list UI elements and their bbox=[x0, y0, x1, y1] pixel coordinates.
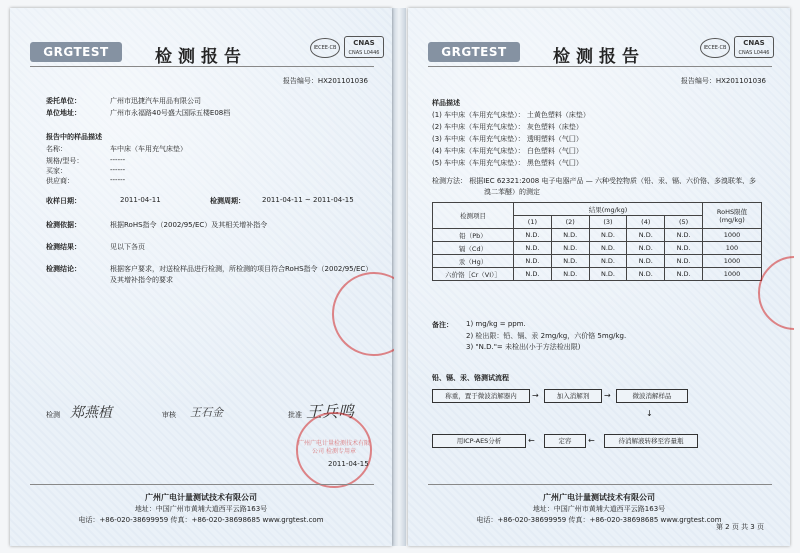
sample-info-heading: 报告中的样品描述 bbox=[46, 133, 102, 141]
flow-step-icp: 用ICP-AES分析 bbox=[432, 434, 526, 448]
approver-label: 批准 bbox=[288, 411, 302, 419]
cell-value: N.D. bbox=[551, 255, 589, 268]
seal-text: 广州广电计量检测技术有限公司 检测专用章 bbox=[298, 440, 371, 455]
sample-col-header: (5) bbox=[665, 216, 703, 229]
tester-label: 检测 bbox=[46, 411, 60, 419]
note-line: 3) "N.D."= 未检出(小于方法检出限) bbox=[466, 343, 581, 351]
receive-date-value: 2011-04-11 bbox=[120, 196, 161, 204]
report-page-1 bbox=[10, 8, 392, 546]
flow-step-transfer: 待消解液转移至容量瓶 bbox=[604, 434, 698, 448]
cell-value: N.D. bbox=[665, 268, 703, 281]
flow-step-digest: 微波消解样品 bbox=[616, 389, 688, 403]
table-header-row bbox=[433, 203, 762, 216]
report-number: 报告编号：HX201101036 bbox=[680, 77, 766, 85]
row-item: 铅（Pb） bbox=[433, 229, 514, 242]
results-table bbox=[432, 202, 762, 281]
cell-value: N.D. bbox=[551, 268, 589, 281]
table-row bbox=[433, 255, 762, 268]
footer-divider bbox=[30, 484, 374, 485]
official-stamp-partial bbox=[758, 256, 800, 330]
test-method-line-1: 检测方法： 根据IEC 62321:2008 电子电器产品 — 六种受控物质（铅、汞、镉、六价铬、多溴联苯、多 bbox=[432, 177, 756, 185]
result-header: 结果(mg/kg) bbox=[514, 203, 703, 216]
flow-step-reagent: 加入消解剂 bbox=[544, 389, 602, 403]
header-divider bbox=[428, 66, 772, 67]
sample-line: (1) 车中床（车用充气床垫）： 土黄色塑料（床垫） bbox=[432, 111, 590, 119]
binding-spine bbox=[392, 8, 406, 546]
buyer-label: 买家： bbox=[46, 167, 67, 175]
sample-col-header: (1) bbox=[514, 216, 552, 229]
table-row bbox=[433, 229, 762, 242]
footer-contact: 电话：+86-020-38699959 传真：+86-020-38698685 www.grgtest.com bbox=[476, 516, 722, 524]
sample-col-header: (3) bbox=[589, 216, 627, 229]
footer-address: 地址：中国广州市黄埔大道西平云路163号 bbox=[532, 505, 666, 513]
sample-line: (4) 车中床（车用充气床垫）： 白色塑料（气囗） bbox=[432, 147, 583, 155]
arrow-left-icon: ← bbox=[528, 436, 535, 445]
sample-line: (5) 车中床（车用充气床垫）： 黑色塑料（气囗） bbox=[432, 159, 583, 167]
grgtest-logo: GRGTEST bbox=[428, 42, 520, 62]
cell-value: N.D. bbox=[589, 242, 627, 255]
result-value: 见以下各页 bbox=[110, 243, 145, 251]
basis-label: 检测依据： bbox=[46, 221, 81, 229]
row-limit: 1000 bbox=[703, 268, 762, 281]
name-value: 车中床（车用充气床垫） bbox=[110, 145, 187, 153]
cell-value: N.D. bbox=[589, 229, 627, 242]
page-title: 检测报告 bbox=[155, 47, 247, 67]
footer-divider bbox=[428, 484, 772, 485]
table-row bbox=[433, 268, 762, 281]
cell-value: N.D. bbox=[627, 242, 665, 255]
report-page-2 bbox=[408, 8, 790, 546]
cell-value: N.D. bbox=[551, 242, 589, 255]
flow-step-volume: 定容 bbox=[544, 434, 586, 448]
cell-value: N.D. bbox=[514, 229, 552, 242]
row-limit: 100 bbox=[703, 242, 762, 255]
cell-value: N.D. bbox=[551, 229, 589, 242]
arrow-right-icon: → bbox=[604, 391, 611, 400]
name-label: 名称： bbox=[46, 145, 67, 153]
reviewer-label: 审核 bbox=[162, 411, 176, 419]
flow-title: 铅、镉、汞、铬测试流程 bbox=[432, 374, 509, 382]
sample-col-header: (4) bbox=[627, 216, 665, 229]
limit-header: RoHS限值 (mg/kg) bbox=[703, 203, 762, 229]
cnas-mark-icon: CNAS CNAS L0446 bbox=[734, 36, 774, 58]
samples-heading: 样品描述 bbox=[432, 99, 460, 107]
test-period-label: 检测周期： bbox=[210, 197, 245, 205]
issue-date: 2011-04-15 bbox=[328, 460, 369, 468]
note-line: 1) mg/kg = ppm. bbox=[466, 320, 526, 328]
cell-value: N.D. bbox=[665, 229, 703, 242]
model-label: 规格/型号： bbox=[46, 157, 84, 165]
cell-value: N.D. bbox=[514, 242, 552, 255]
footer-company: 广州广电计量测试技术有限公司 bbox=[145, 493, 257, 502]
item-header: 检测项目 bbox=[433, 203, 514, 229]
sample-line: (2) 车中床（车用充气床垫）： 灰色塑料（床垫） bbox=[432, 123, 583, 131]
address-value: 广州市永福路40号盛大国际五楼E08档 bbox=[110, 109, 231, 117]
approver-signature: 王兵鸣 bbox=[306, 402, 355, 421]
page-title: 检测报告 bbox=[553, 47, 645, 67]
cell-value: N.D. bbox=[665, 242, 703, 255]
address-label: 单位地址： bbox=[46, 109, 81, 117]
note-line: 2) 检出限：铅、镉、汞 2mg/kg，六价铬 5mg/kg. bbox=[466, 332, 627, 340]
cell-value: N.D. bbox=[514, 268, 552, 281]
row-item: 六价铬［Cr（VI）］ bbox=[433, 268, 514, 281]
sample-line: (3) 车中床（车用充气床垫）： 透明塑料（气囗） bbox=[432, 135, 583, 143]
model-value: ------ bbox=[110, 156, 126, 164]
row-item: 镉（Cd） bbox=[433, 242, 514, 255]
arrow-right-icon: → bbox=[532, 391, 539, 400]
cell-value: N.D. bbox=[627, 255, 665, 268]
sample-col-header: (2) bbox=[551, 216, 589, 229]
conclusion-line-1: 根据客户要求，对送检样品进行检测，所检测的项目符合RoHS指令（2002/95/EC） bbox=[110, 265, 373, 273]
cell-value: N.D. bbox=[665, 255, 703, 268]
footer-contact: 电话：+86-020-38699959 传真：+86-020-38698685 www.grgtest.com bbox=[78, 516, 324, 524]
tester-signature: 郑燕植 bbox=[70, 405, 112, 421]
row-limit: 1000 bbox=[703, 255, 762, 268]
iecee-mark-icon: IECEE·CB bbox=[310, 38, 340, 58]
reviewer-signature: 王石金 bbox=[190, 406, 223, 419]
conclusion-label: 检测结论： bbox=[46, 265, 81, 273]
client-label: 委托单位： bbox=[46, 97, 81, 105]
test-period-value: 2011-04-11 ~ 2011-04-15 bbox=[262, 196, 354, 204]
cell-value: N.D. bbox=[589, 268, 627, 281]
report-number: 报告编号：HX201101036 bbox=[282, 77, 368, 85]
receive-date-label: 收样日期： bbox=[46, 197, 81, 205]
cell-value: N.D. bbox=[627, 229, 665, 242]
test-method-line-2: 溴二苯醚）的测定 bbox=[484, 188, 540, 196]
company-seal bbox=[296, 412, 372, 488]
row-limit: 1000 bbox=[703, 229, 762, 242]
page-number: 第 2 页 共 3 页 bbox=[715, 523, 764, 531]
buyer-value: ------ bbox=[110, 166, 126, 174]
supplier-label: 供应商： bbox=[46, 177, 74, 185]
table-row bbox=[433, 242, 762, 255]
row-item: 汞（Hg） bbox=[433, 255, 514, 268]
footer-company: 广州广电计量测试技术有限公司 bbox=[543, 493, 655, 502]
cell-value: N.D. bbox=[627, 268, 665, 281]
arrow-left-icon: ← bbox=[588, 436, 595, 445]
conclusion-line-2: 及其增补指令的要求 bbox=[110, 276, 173, 284]
basis-value: 根据RoHS指令（2002/95/EC）及其相关增补指令 bbox=[110, 221, 268, 229]
supplier-value: ------ bbox=[110, 176, 126, 184]
arrow-down-icon: ↓ bbox=[646, 409, 653, 418]
grgtest-logo: GRGTEST bbox=[30, 42, 122, 62]
cnas-mark-icon: CNAS CNAS L0446 bbox=[344, 36, 384, 58]
notes-label: 备注： bbox=[432, 321, 453, 329]
client-value: 广州市迅捷汽车用品有限公司 bbox=[110, 97, 201, 105]
result-label: 检测结果： bbox=[46, 243, 81, 251]
cell-value: N.D. bbox=[589, 255, 627, 268]
footer-address: 地址：中国广州市黄埔大道西平云路163号 bbox=[134, 505, 268, 513]
iecee-mark-icon: IECEE·CB bbox=[700, 38, 730, 58]
flow-step-weigh: 称重，置于微波消解器内 bbox=[432, 389, 530, 403]
header-divider bbox=[30, 66, 374, 67]
cell-value: N.D. bbox=[514, 255, 552, 268]
